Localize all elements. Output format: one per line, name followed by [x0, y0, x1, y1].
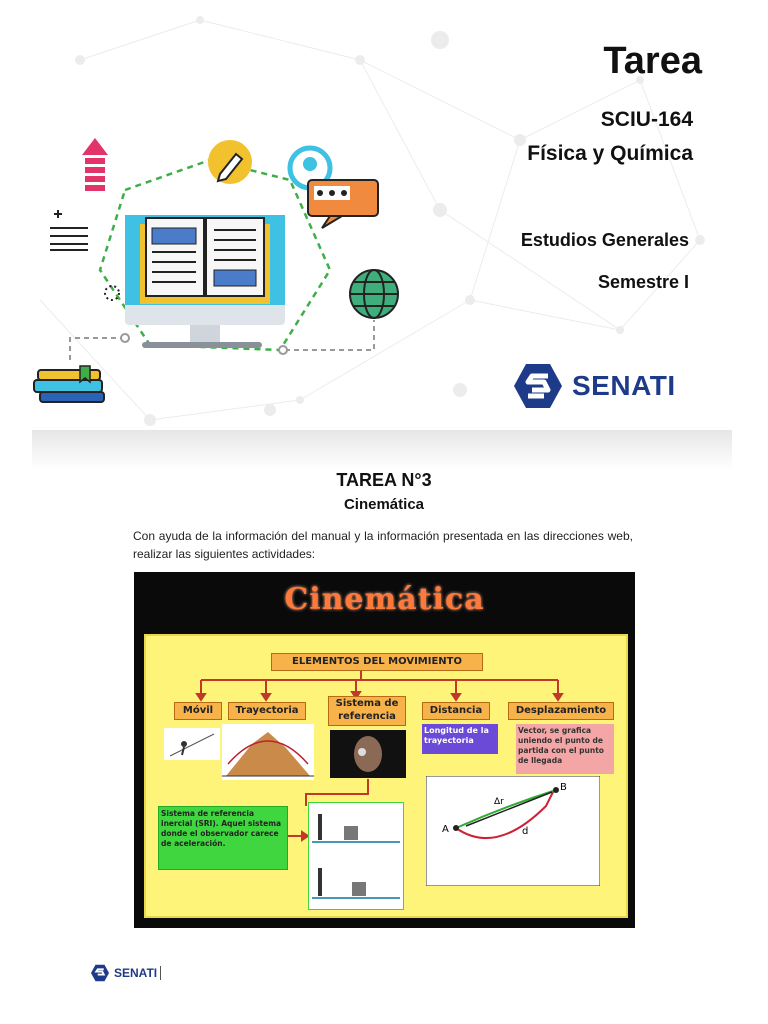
course-name: Física y Química: [527, 142, 693, 165]
footer-wordmark: SENATI: [114, 966, 158, 980]
desplazamiento-note: Vector, se grafica uniendo el punto de partida con el punto de llegada: [516, 724, 614, 774]
element-sistema-referencia: Sistema de referencia: [328, 696, 406, 726]
task-instructions: Con ayuda de la información del manual y la información presentada en las direcciones web, realizar las siguientes actividades:: [133, 529, 633, 561]
diagram-board: [144, 634, 628, 918]
task-heading: TAREA N°3: [336, 470, 432, 490]
header-shadow: [32, 430, 732, 470]
displacement-graph: [426, 776, 600, 886]
element-movil: Móvil: [174, 702, 222, 720]
senati-logo-icon: [512, 362, 564, 410]
kinematics-diagram: [134, 572, 635, 928]
sistema-referencia-image: [330, 730, 406, 778]
footer-senati-logo-icon: [90, 964, 110, 982]
point-b-label: B: [560, 782, 567, 793]
area-label: Estudios Generales: [520, 230, 689, 250]
footer-logo: [90, 964, 161, 982]
point-a-label: A: [442, 824, 449, 835]
arrow-up-icon: [82, 138, 108, 191]
footer-divider: [160, 966, 161, 980]
sri-image: [308, 802, 404, 910]
senati-wordmark: SENATI: [572, 370, 676, 401]
root-concept: ELEMENTOS DEL MOVIMIENTO: [271, 653, 483, 671]
trayectoria-image: [222, 724, 314, 780]
cover-header: [0, 0, 768, 470]
senati-logo: [512, 362, 676, 410]
element-distancia: Distancia: [422, 702, 490, 720]
course-code: SCIU-164: [600, 108, 693, 131]
delta-r-label: Δr: [494, 797, 504, 807]
distancia-note: Longitud de la trayectoria: [422, 724, 498, 754]
education-illustration: [30, 120, 410, 420]
document-title: Tarea: [603, 40, 702, 82]
sri-note: Sistema de referencia inercial (SRI). Aquel sistema donde el observador carece de aceleración.: [158, 806, 288, 870]
element-desplazamiento: Desplazamiento: [508, 702, 614, 720]
distance-d-label: d: [522, 826, 529, 837]
semester-label: Semestre I: [597, 272, 689, 292]
task-subtitle: Cinemática: [343, 496, 425, 513]
diagram-title: Cinemática: [284, 582, 485, 617]
element-trayectoria: Trayectoria: [228, 702, 306, 720]
movil-image: [164, 728, 220, 760]
